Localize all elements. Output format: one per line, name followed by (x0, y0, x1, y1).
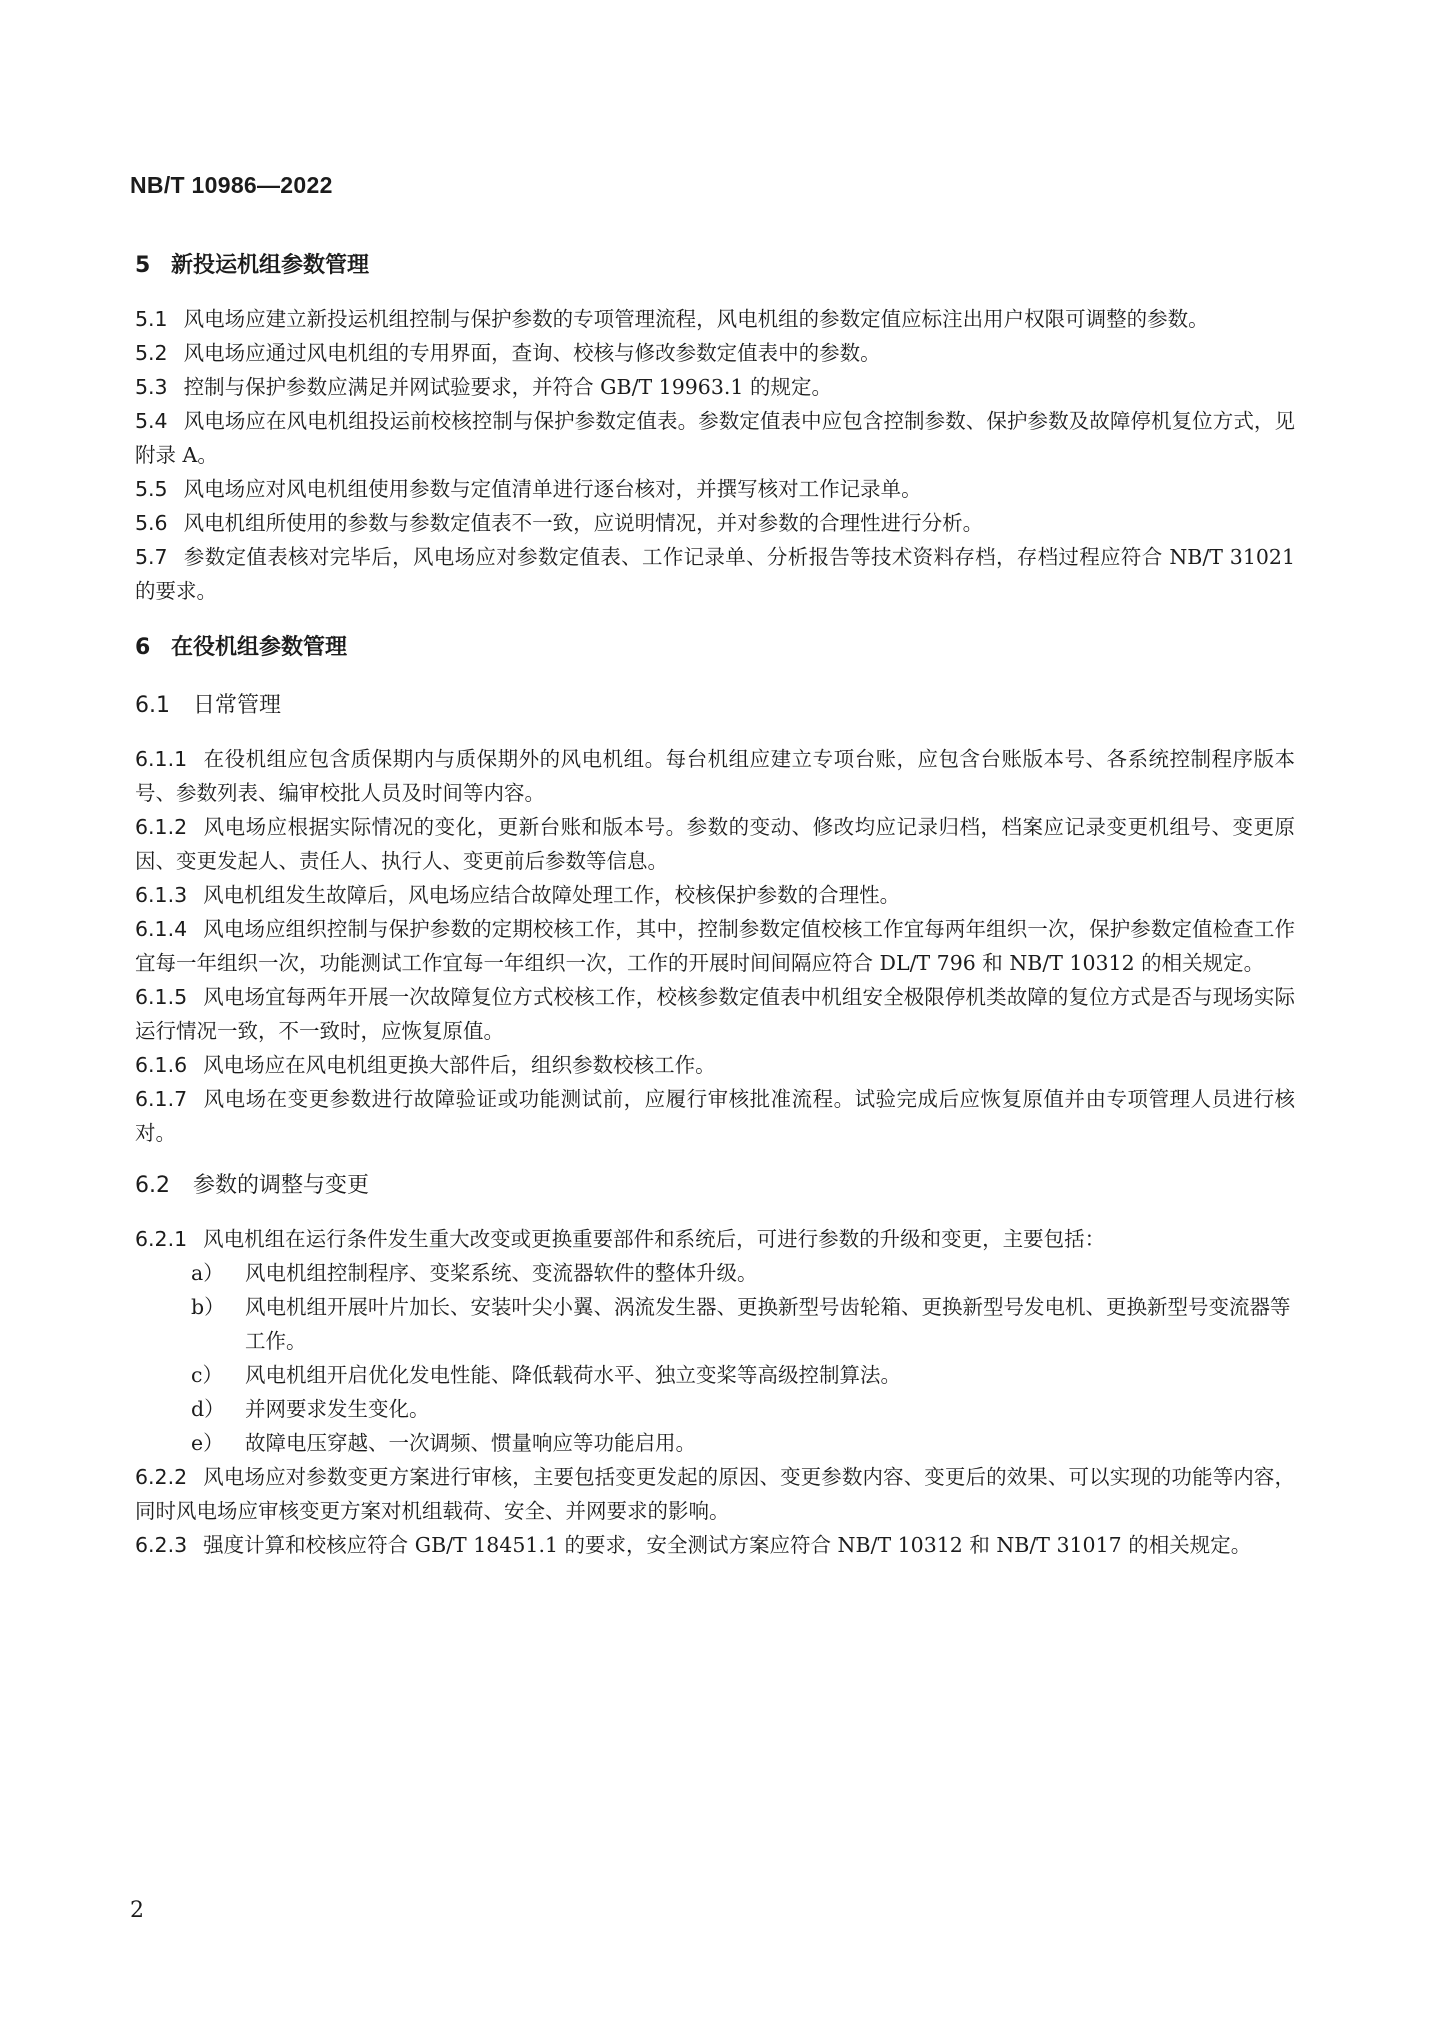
clause-5-5 (135, 472, 1295, 506)
document-body (135, 248, 1295, 1562)
clause-text: 风电场应在风电机组更换大部件后，组织参数校核工作。 (203, 1053, 716, 1077)
clause-5-7 (135, 540, 1295, 608)
list-text: 风电机组控制程序、变桨系统、变流器软件的整体升级。 (245, 1261, 758, 1285)
clause-5-1 (135, 302, 1295, 336)
clause-6-1-4 (135, 912, 1295, 980)
list-item-c (135, 1358, 1295, 1392)
clause-6-1-1 (135, 742, 1295, 810)
clause-5-2 (135, 336, 1295, 370)
section-number: 6 (135, 635, 151, 660)
clause-5-3 (135, 370, 1295, 404)
clause-text: 风电场应根据实际情况的变化，更新台账和版本号。参数的变动、修改均应记录归档，档案应记录变更机组号、变更原因、变更发起人、责任人、执行人、变更前后参数等信息。 (135, 815, 1295, 873)
clause-number: 6.1.3 (135, 883, 188, 907)
section-title: 新投运机组参数管理 (171, 253, 370, 278)
clause-text: 风电场应建立新投运机组控制与保护参数的专项管理流程，风电机组的参数定值应标注出用户权限可调整的参数。 (183, 307, 1209, 331)
clause-5-6 (135, 506, 1295, 540)
clause-number: 6.1.1 (135, 747, 188, 771)
clause-number: 6.1.5 (135, 985, 188, 1009)
list-text: 故障电压穿越、一次调频、惯量响应等功能启用。 (245, 1431, 696, 1455)
clause-text: 强度计算和校核应符合 GB/T 18451.1 的要求，安全测试方案应符合 NB/T 10312 和 NB/T 31017 的相关规定。 (203, 1533, 1252, 1557)
subsection-6-1-heading (135, 688, 1295, 724)
clause-6-2-2 (135, 1460, 1295, 1528)
clause-number: 6.1.7 (135, 1087, 188, 1111)
clause-5-4 (135, 404, 1295, 472)
clause-number: 6.1.6 (135, 1053, 188, 1077)
subsection-title: 日常管理 (193, 693, 282, 718)
clause-6-1-3 (135, 878, 1295, 912)
clause-text: 在役机组应包含质保期内与质保期外的风电机组。每台机组应建立专项台账，应包含台账版本号、各系统控制程序版本号、参数列表、编审校批人员及时间等内容。 (135, 747, 1295, 805)
subsection-number: 6.1 (135, 693, 170, 718)
clause-number: 5.2 (135, 341, 168, 365)
clause-text: 风电场应对参数变更方案进行审核，主要包括变更发起的原因、变更参数内容、变更后的效果、可以实现的功能等内容，同时风电场应审核变更方案对机组载荷、安全、并网要求的影响。 (135, 1465, 1295, 1523)
clause-6-1-2 (135, 810, 1295, 878)
clause-text: 风电场宜每两年开展一次故障复位方式校核工作，校核参数定值表中机组安全极限停机类故障的复位方式是否与现场实际运行情况一致，不一致时，应恢复原值。 (135, 985, 1295, 1043)
clause-6-2-1 (135, 1222, 1295, 1256)
clause-6-2-3 (135, 1528, 1295, 1562)
section-number: 5 (135, 253, 151, 278)
list-label: c） (191, 1363, 223, 1387)
list-label: e） (191, 1431, 224, 1455)
page-number: 2 (130, 1898, 144, 1923)
clause-text: 风电场在变更参数进行故障验证或功能测试前，应履行审核批准流程。试验完成后应恢复原值并由专项管理人员进行核对。 (135, 1087, 1295, 1145)
clause-number: 5.3 (135, 375, 168, 399)
subsection-6-2-heading (135, 1168, 1295, 1204)
clause-text: 风电机组在运行条件发生重大改变或更换重要部件和系统后，可进行参数的升级和变更，主要包括： (203, 1227, 1106, 1251)
subsection-number: 6.2 (135, 1173, 170, 1198)
clause-text: 风电机组所使用的参数与参数定值表不一致，应说明情况，并对参数的合理性进行分析。 (183, 511, 984, 535)
clause-6-1-7 (135, 1082, 1295, 1150)
clause-6-1-6 (135, 1048, 1295, 1082)
list-text: 并网要求发生变化。 (245, 1397, 430, 1421)
list-item-b (135, 1290, 1295, 1358)
clause-number: 5.5 (135, 477, 168, 501)
list-item-e (135, 1426, 1295, 1460)
list-item-a (135, 1256, 1295, 1290)
clause-number: 5.4 (135, 409, 168, 433)
section-5-heading (135, 248, 1295, 284)
clause-text: 风电场应通过风电机组的专用界面，查询、校核与修改参数定值表中的参数。 (183, 341, 881, 365)
list-label: a） (191, 1261, 224, 1285)
list-text: 风电机组开启优化发电性能、降低载荷水平、独立变桨等高级控制算法。 (245, 1363, 901, 1387)
list-item-d (135, 1392, 1295, 1426)
clause-text: 控制与保护参数应满足并网试验要求，并符合 GB/T 19963.1 的规定。 (183, 375, 832, 399)
clause-text: 风电场应对风电机组使用参数与定值清单进行逐台核对，并撰写核对工作记录单。 (183, 477, 922, 501)
clause-number: 5.6 (135, 511, 168, 535)
list-label: b） (191, 1295, 225, 1319)
clause-number: 5.7 (135, 545, 168, 569)
clause-text: 风电场应在风电机组投运前校核控制与保护参数定值表。参数定值表中应包含控制参数、保护参数及故障停机复位方式，见附录 A。 (135, 409, 1295, 467)
clause-number: 6.1.2 (135, 815, 188, 839)
list-label: d） (191, 1397, 225, 1421)
section-title: 在役机组参数管理 (171, 635, 348, 660)
subsection-title: 参数的调整与变更 (193, 1173, 370, 1198)
clause-number: 6.2.1 (135, 1227, 188, 1251)
clause-text: 风电场应组织控制与保护参数的定期校核工作，其中，控制参数定值校核工作宜每两年组织一次，保护参数定值检查工作宜每一年组织一次，功能测试工作宜每一年组织一次，工作的开展时间间隔应符合 DL/T 796 和 NB/T 10312 的相关规定。 (135, 917, 1295, 975)
clause-number: 6.1.4 (135, 917, 188, 941)
section-6-heading (135, 630, 1295, 666)
clause-number: 6.2.3 (135, 1533, 188, 1557)
list-text: 风电机组开展叶片加长、安装叶尖小翼、涡流发生器、更换新型号齿轮箱、更换新型号发电机、更换新型号变流器等工作。 (245, 1295, 1291, 1353)
clause-text: 风电机组发生故障后，风电场应结合故障处理工作，校核保护参数的合理性。 (203, 883, 901, 907)
clause-text: 参数定值表核对完毕后，风电场应对参数定值表、工作记录单、分析报告等技术资料存档，存档过程应符合 NB/T 31021 的要求。 (135, 545, 1295, 603)
clause-number: 6.2.2 (135, 1465, 188, 1489)
clause-6-1-5 (135, 980, 1295, 1048)
clause-number: 5.1 (135, 307, 168, 331)
standard-code-header: NB/T 10986—2022 (130, 172, 333, 198)
